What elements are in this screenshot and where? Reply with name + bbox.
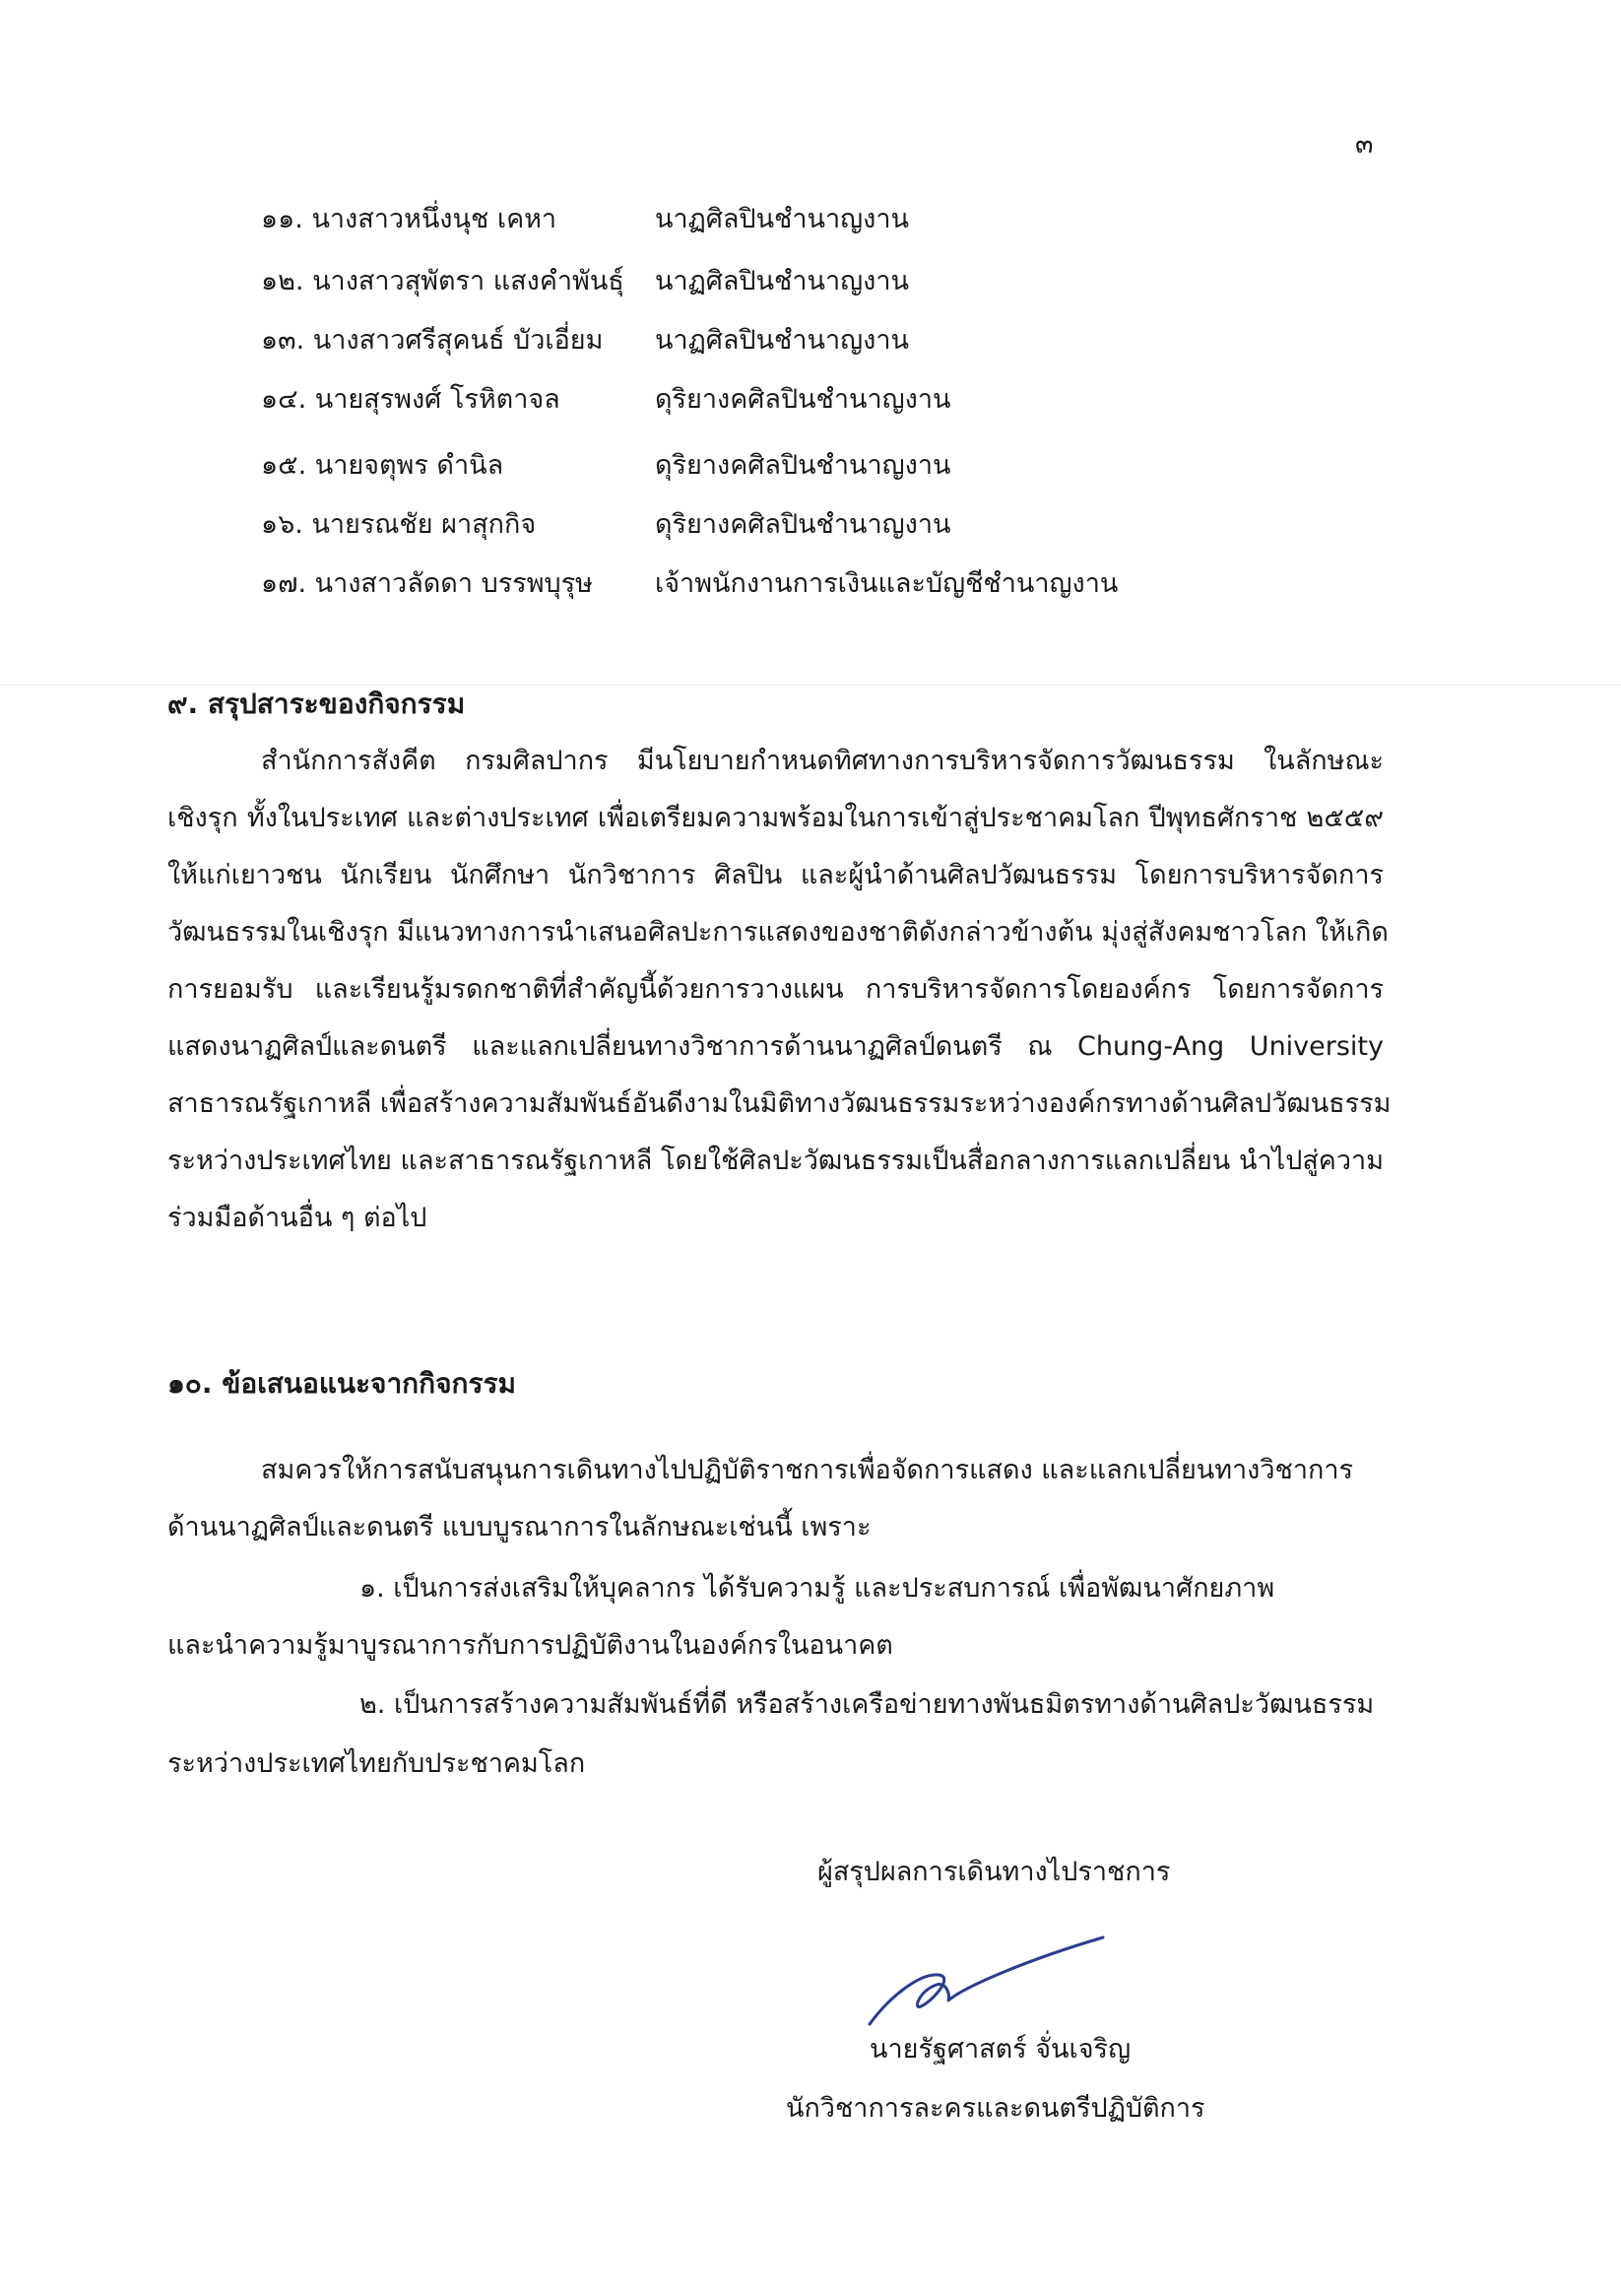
paragraph-line: สมควรให้การสนับสนุนการเดินทางไปปฏิบัติราชการเพื่อจัดการแสดง และแลกเปลี่ยนทางวิชาการ [261,1455,1354,1485]
staff-role: นาฏศิลปินชำนาญงาน [655,266,909,296]
staff-role: นาฏศิลปินชำนาญงาน [655,325,909,356]
signatory-position: นักวิชาการละครและดนตรีปฏิบัติการ [786,2093,1205,2124]
paragraph-line: ระหว่างประเทศไทย และสาธารณรัฐเกาหลี โดยใช้ศิลปะวัฒนธรรมเป็นสื่อกลางการแลกเปลี่ยน นำไปสู่ความ [167,1146,1384,1176]
staff-name: ๑๒. นางสาวสุพัตรา แสงคำพันธุ์ [261,266,624,296]
staff-name: ๑๗. นางสาวลัดดา บรรพบุรุษ [261,568,593,599]
staff-role: ดุริยางคศิลปินชำนาญงาน [655,384,951,415]
paragraph-line: ระหว่างประเทศไทยกับประชาคมโลก [167,1748,586,1779]
page-number: ๓ [1355,129,1374,160]
staff-name: ๑๕. นายจตุพร ดำนิล [261,450,504,481]
staff-name: ๑๓. นางสาวศรีสุคนธ์ บัวเอี่ยม [261,325,604,356]
paragraph-line: การยอมรับ และเรียนรู้มรดกชาติที่สำคัญนี้ด้วยการวางแผน การบริหารจัดการโดยองค์กร โดยการจัดการ [167,974,1384,1005]
paragraph-line: ๒. เป็นการสร้างความสัมพันธ์ที่ดี หรือสร้างเครือข่ายทางพันธมิตรทางด้านศิลปะวัฒนธรรม [359,1689,1375,1720]
section-heading: ๑๐. ข้อเสนอแนะจากกิจกรรม [167,1367,516,1400]
staff-role: ดุริยางคศิลปินชำนาญงาน [655,509,951,540]
paragraph-line: วัฒนธรรมในเชิงรุก มีแนวทางการนำเสนอศิลปะการแสดงของชาติดังกล่าวข้างต้น มุ่งสู่สังคมชาวโลก ให้เกิด [167,917,1389,948]
signatory-name: นายรัฐศาสตร์ จั่นเจริญ [870,2034,1132,2065]
paragraph-line: สำนักการสังคีต กรมศิลปากร มีนโยบายกำหนดทิศทางการบริหารจัดการวัฒนธรรม ในลักษณะ [261,746,1384,776]
staff-name: ๑๖. นายรณชัย ผาสุกกิจ [261,509,537,540]
paragraph-line: ๑. เป็นการส่งเสริมให้บุคลากร ได้รับความรู้ และประสบการณ์ เพื่อพัฒนาศักยภาพ [359,1573,1275,1604]
staff-name: ๑๑. นางสาวหนึ่งนุช เคหา [261,204,557,234]
staff-role: ดุริยางคศิลปินชำนาญงาน [655,450,951,481]
handwritten-signature [862,1926,1118,2034]
paragraph-line: ด้านนาฏศิลป์และดนตรี แบบบูรณาการในลักษณะเช่นนี้ เพราะ [167,1512,872,1542]
paragraph-line: ร่วมมือด้านอื่น ๆ ต่อไป [167,1203,427,1233]
paragraph-line: สาธารณรัฐเกาหลี เพื่อสร้างความสัมพันธ์อันดีงามในมิติทางวัฒนธรรมระหว่างองค์กรทางด้านศิลปวัฒนธรรม [167,1088,1392,1119]
staff-name: ๑๔. นายสุรพงศ์ โรหิตาจล [261,384,560,415]
paragraph-line: และนำความรู้มาบูรณาการกับการปฏิบัติงานในองค์กรในอนาคต [167,1630,893,1661]
section-heading: ๙. สรุปสาระของกิจกรรม [167,688,466,720]
paragraph-line: ให้แก่เยาวชน นักเรียน นักศึกษา นักวิชาการ ศิลปิน และผู้นำด้านศิลปวัฒนธรรม โดยการบริหารจัดการ [167,860,1384,890]
staff-role: เจ้าพนักงานการเงินและบัญชีชำนาญงาน [655,568,1119,599]
paragraph-line: เชิงรุก ทั้งในประเทศ และต่างประเทศ เพื่อเตรียมความพร้อมในการเข้าสู่ประชาคมโลก ปีพุทธศักราช ๒๕๕๙ [167,803,1384,833]
paragraph-line: แสดงนาฏศิลป์และดนตรี และแลกเปลี่ยนทางวิชาการด้านนาฏศิลป์ดนตรี ณ Chung-Ang University [167,1031,1384,1062]
staff-role: นาฏศิลปินชำนาญงาน [655,204,909,234]
signature-label: ผู้สรุปผลการเดินทางไปราชการ [817,1857,1171,1887]
